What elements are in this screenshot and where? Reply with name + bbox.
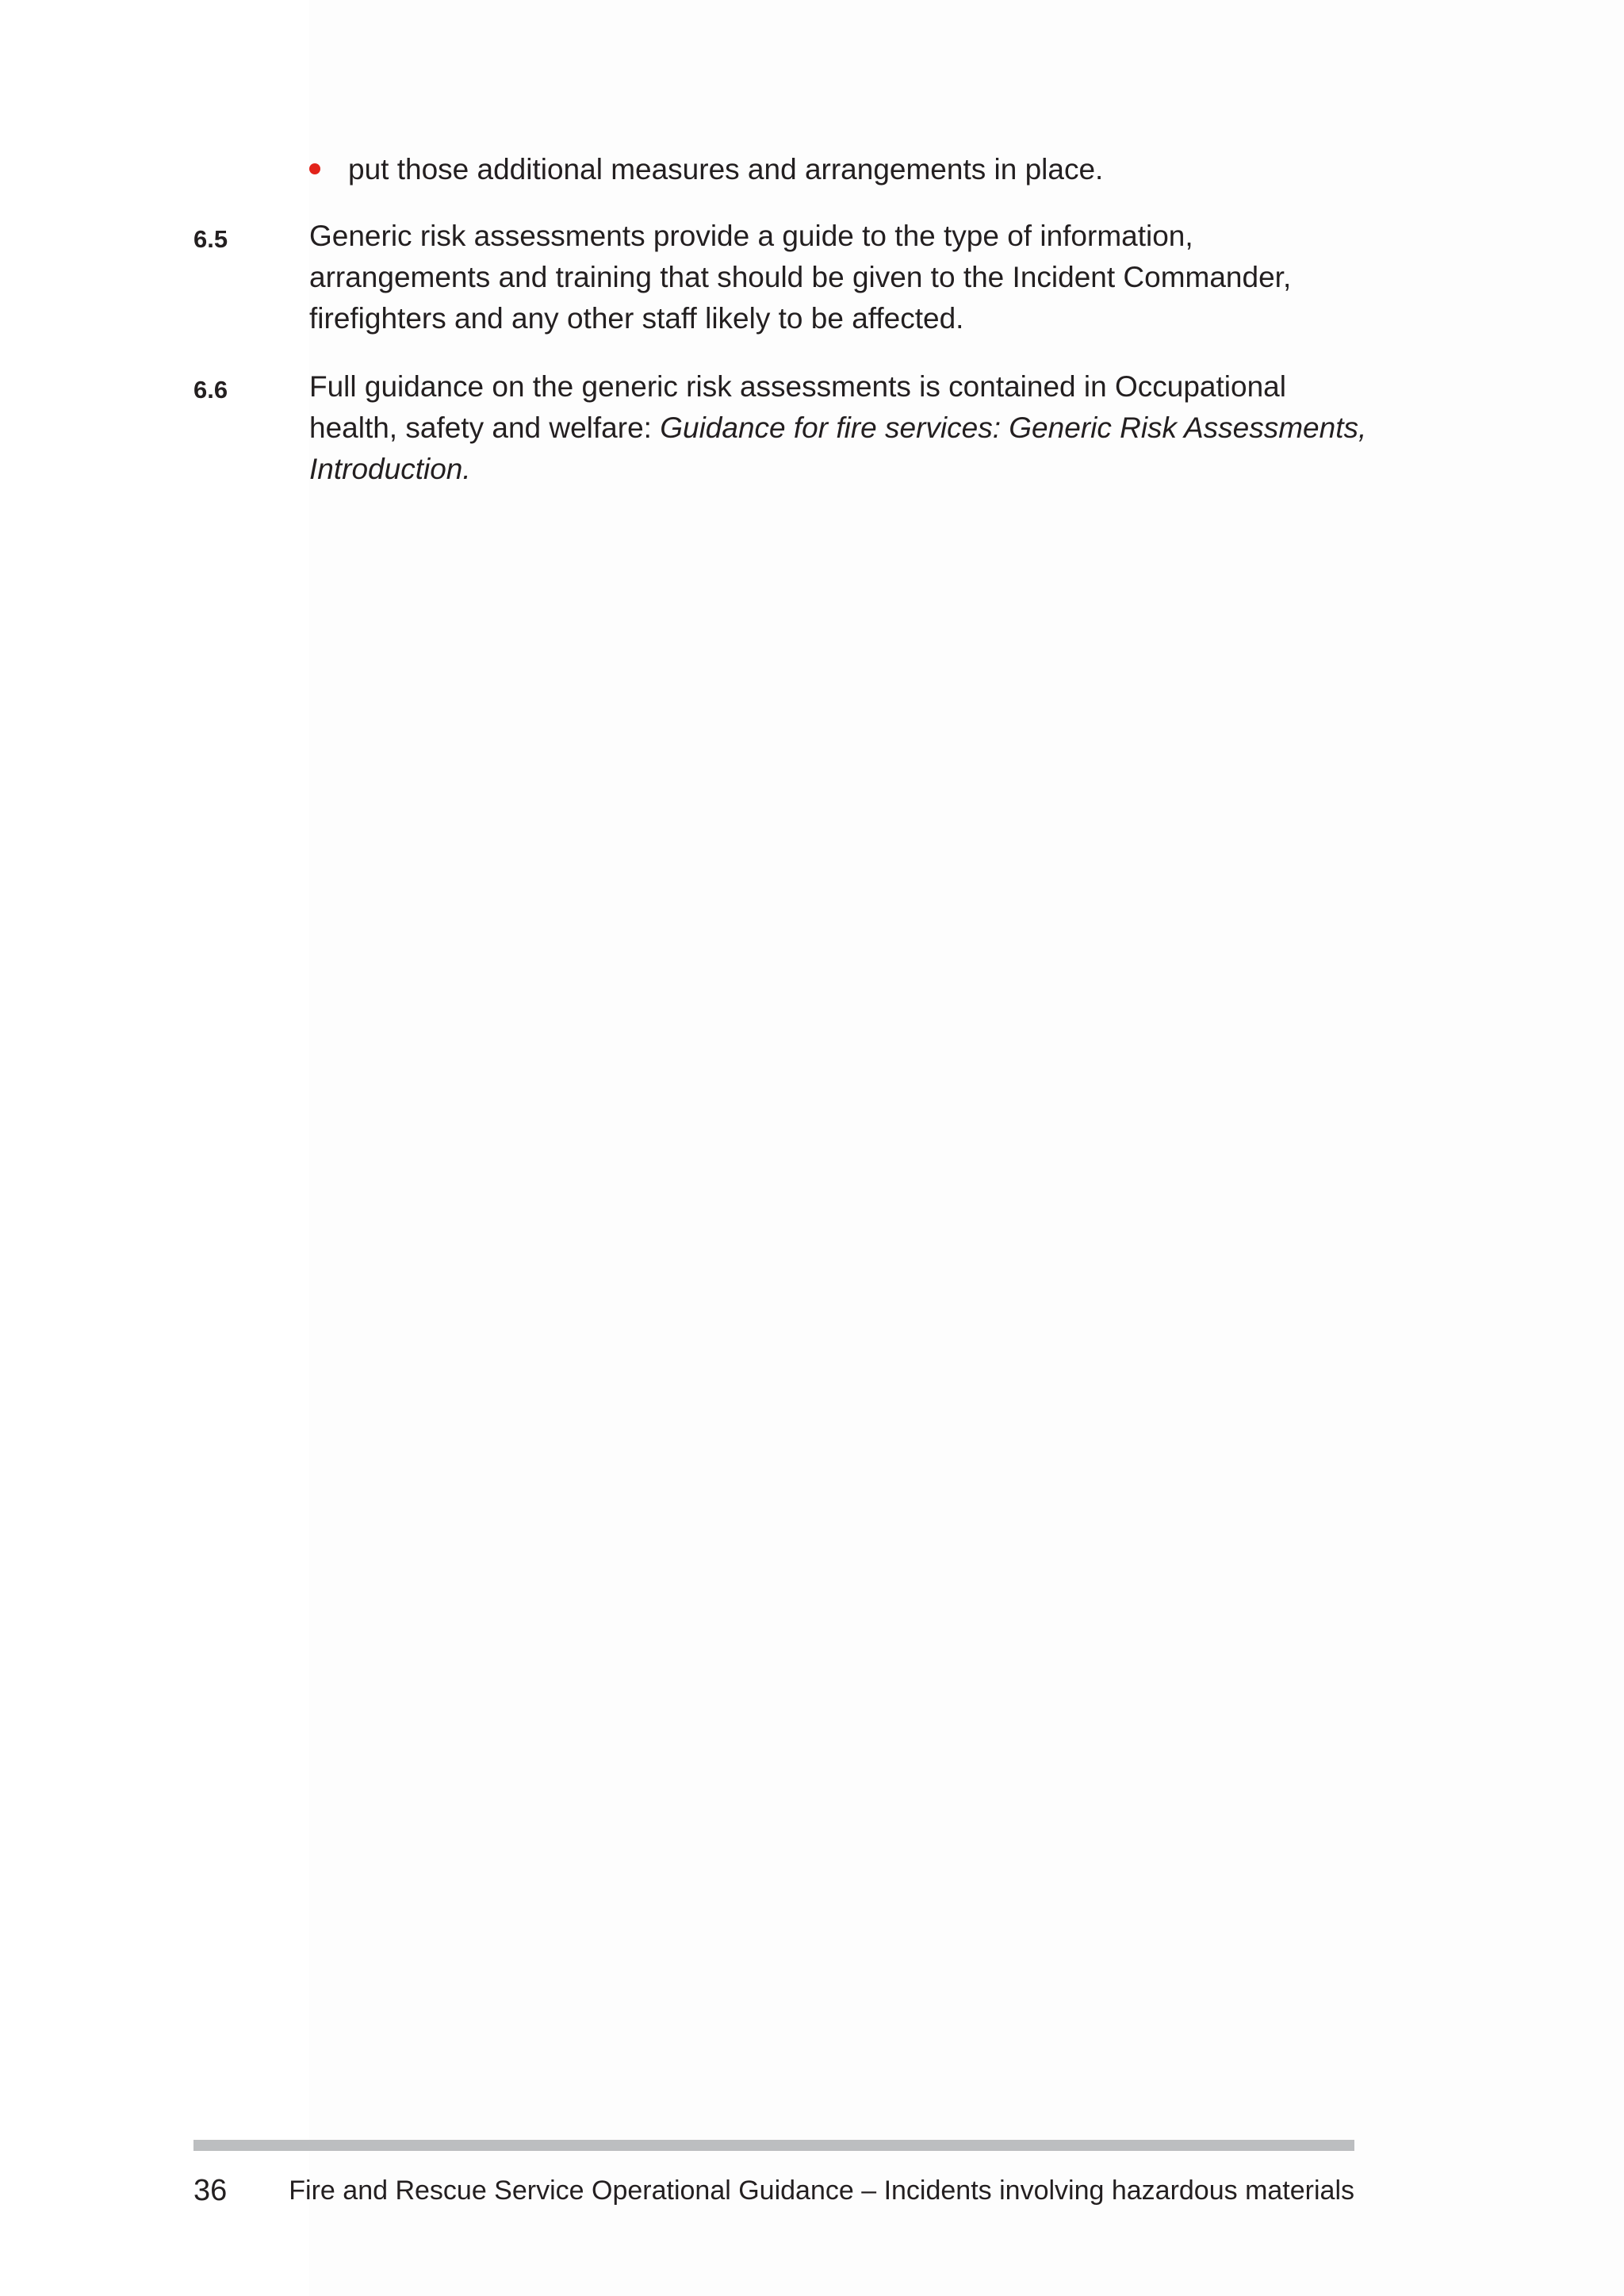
bullet-dot-icon (309, 163, 320, 174)
paragraph-line: Full guidance on the generic risk assessments is contained in Occupational (309, 370, 1286, 403)
bullet-text: put those additional measures and arrangements in place. (348, 153, 1104, 186)
page-background (309, 0, 1624, 2296)
paragraph-line (309, 449, 1367, 490)
paragraph-line (309, 408, 1367, 449)
page-number: 36 (193, 2174, 228, 2207)
reference-title: Guidance for fire services: Generic Risk Assessments, (660, 411, 1367, 444)
paragraph-number: 6.5 (193, 225, 228, 253)
paragraph-line: firefighters and any other staff likely to be affected. (309, 302, 964, 335)
paragraph-line: arrangements and training that should be given to the Incident Commander, (309, 261, 1292, 293)
paragraph-text: health, safety and welfare: (309, 411, 661, 444)
footer-rule (193, 2140, 1354, 2151)
paragraph-number: 6.6 (193, 376, 228, 404)
footer-document-title: Fire and Rescue Service Operational Guidance – Incidents involving hazardous materials (289, 2175, 1354, 2206)
paragraph-body (309, 216, 1367, 339)
paragraph-line: Generic risk assessments provide a guide to the type of information, (309, 220, 1193, 252)
page-footer (193, 2171, 1354, 2218)
paragraph-body (309, 366, 1367, 490)
reference-title-end: Introduction. (309, 453, 471, 485)
